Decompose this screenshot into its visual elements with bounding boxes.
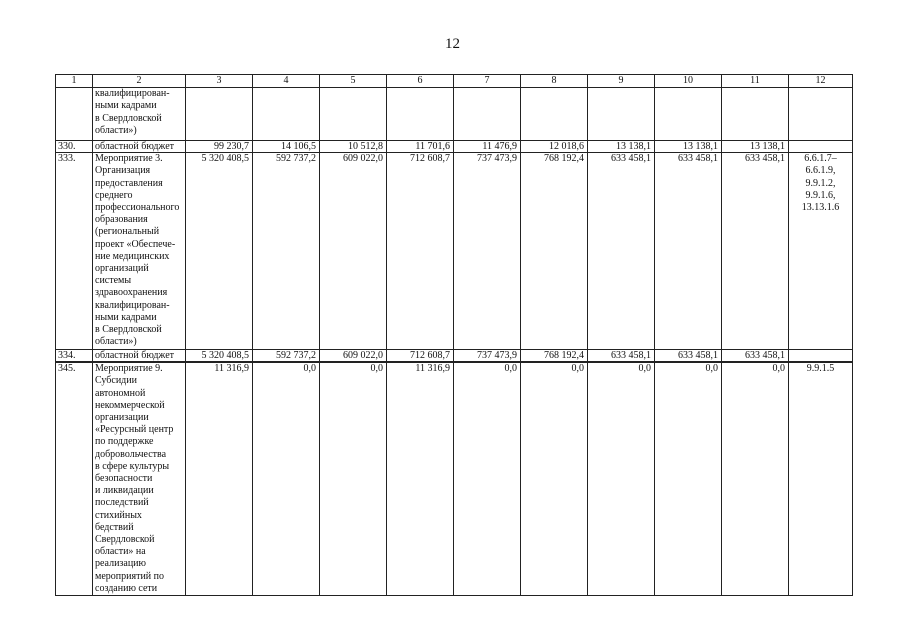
value-cell: 5 320 408,5 <box>186 153 253 350</box>
code-line: 6.6.1.7– <box>804 153 837 165</box>
header-cell: 6 <box>387 75 454 88</box>
description-line: Мероприятие 9. <box>95 363 163 375</box>
description-line: безопасности <box>95 473 153 485</box>
value-cell: 737 473,9 <box>454 153 521 350</box>
target-codes <box>789 153 853 350</box>
value-cell: 633 458,1 <box>722 153 789 350</box>
target-codes <box>789 88 853 141</box>
description-line: Мероприятие 3. <box>95 153 163 165</box>
value-cell: 14 106,5 <box>253 141 320 153</box>
value-cell: 0,0 <box>521 362 588 595</box>
value-cell: 712 608,7 <box>387 153 454 350</box>
header-cell: 2 <box>93 75 186 88</box>
description-line: организации <box>95 412 149 424</box>
code-line: 9.9.1.6, <box>805 189 836 201</box>
value-cell: 13 138,1 <box>588 141 655 153</box>
value-cell: 592 737,2 <box>253 153 320 350</box>
value-cell: 633 458,1 <box>588 350 655 363</box>
description-line: некоммерческой <box>95 399 165 411</box>
description-line: автономной <box>95 387 146 399</box>
value-cell: 712 608,7 <box>387 350 454 363</box>
value-cell: 0,0 <box>655 362 722 595</box>
row-index: 334. <box>56 350 93 363</box>
description-line: области») <box>95 336 137 348</box>
value-cell: 11 476,9 <box>454 141 521 153</box>
description-line: в Свердловской <box>95 324 162 336</box>
value-cell: 5 320 408,5 <box>186 350 253 363</box>
value-cell: 13 138,1 <box>655 141 722 153</box>
header-cell: 4 <box>253 75 320 88</box>
value-cell <box>253 88 320 141</box>
description-line: образования <box>95 214 148 226</box>
table-row <box>56 141 853 153</box>
value-cell <box>655 88 722 141</box>
value-cell: 99 230,7 <box>186 141 253 153</box>
description-line: добровольчества <box>95 448 167 460</box>
description-line: областной бюджет <box>95 141 175 153</box>
description-line: в Свердловской <box>95 112 162 124</box>
value-cell: 737 473,9 <box>454 350 521 363</box>
description-line: областной бюджет <box>95 350 175 362</box>
description-line: профессионального <box>95 202 180 214</box>
value-cell: 0,0 <box>253 362 320 595</box>
value-cell: 0,0 <box>320 362 387 595</box>
row-index: 330. <box>56 141 93 153</box>
description-line: по поддержке <box>95 436 154 448</box>
description-line: организаций <box>95 263 149 275</box>
description-line: (региональный <box>95 226 160 238</box>
description-line: системы <box>95 275 132 287</box>
target-codes <box>789 141 853 153</box>
header-cell: 8 <box>521 75 588 88</box>
description-line: мероприятий по <box>95 570 164 582</box>
budget-table <box>55 74 853 596</box>
value-cell: 633 458,1 <box>655 350 722 363</box>
description-line: предоставления <box>95 177 163 189</box>
header-cell: 11 <box>722 75 789 88</box>
description-line: Свердловской <box>95 534 155 546</box>
column-number-header <box>56 75 853 88</box>
description-line: «Ресурсный центр <box>95 424 174 436</box>
description-line: здравоохранения <box>95 287 168 299</box>
row-description <box>93 88 186 141</box>
value-cell: 11 316,9 <box>186 362 253 595</box>
value-cell: 11 701,6 <box>387 141 454 153</box>
code-line: 9.9.1.5 <box>806 363 835 375</box>
row-description <box>93 362 186 595</box>
header-cell: 3 <box>186 75 253 88</box>
target-codes <box>789 362 853 595</box>
value-cell: 768 192,4 <box>521 153 588 350</box>
header-cell: 7 <box>454 75 521 88</box>
value-cell <box>387 88 454 141</box>
value-cell <box>320 88 387 141</box>
value-cell: 609 022,0 <box>320 153 387 350</box>
row-description <box>93 141 186 153</box>
value-cell: 11 316,9 <box>387 362 454 595</box>
description-line: ние медицинских <box>95 250 170 262</box>
description-line: области») <box>95 124 137 136</box>
description-line: последствий <box>95 497 149 509</box>
value-cell: 633 458,1 <box>655 153 722 350</box>
description-line: ными кадрами <box>95 100 157 112</box>
description-line: Субсидии <box>95 375 137 387</box>
header-cell: 1 <box>56 75 93 88</box>
page-number: 12 <box>445 36 460 52</box>
value-cell: 0,0 <box>454 362 521 595</box>
row-index: 333. <box>56 153 93 350</box>
description-line: созданию сети <box>95 582 158 594</box>
value-cell: 633 458,1 <box>722 350 789 363</box>
value-cell: 0,0 <box>588 362 655 595</box>
header-cell: 10 <box>655 75 722 88</box>
value-cell: 10 512,8 <box>320 141 387 153</box>
description-line: проект «Обеспече- <box>95 238 176 250</box>
table-row <box>56 362 853 595</box>
description-line: Организация <box>95 165 151 177</box>
code-line: 13.13.1.6 <box>801 202 840 214</box>
value-cell <box>722 88 789 141</box>
value-cell <box>454 88 521 141</box>
target-codes <box>789 350 853 363</box>
value-cell: 13 138,1 <box>722 141 789 153</box>
row-index: 345. <box>56 362 93 595</box>
description-line: квалифицирован- <box>95 88 170 100</box>
header-cell: 12 <box>789 75 853 88</box>
description-line: ными кадрами <box>95 311 157 323</box>
description-line: среднего <box>95 189 133 201</box>
description-line: и ликвидации <box>95 485 154 497</box>
value-cell <box>588 88 655 141</box>
header-cell: 5 <box>320 75 387 88</box>
table-row <box>56 153 853 350</box>
description-line: стихийных <box>95 509 142 521</box>
description-line: реализацию <box>95 558 146 570</box>
description-line: бедствий <box>95 521 134 533</box>
table-row <box>56 88 853 141</box>
table-row <box>56 350 853 363</box>
header-cell: 9 <box>588 75 655 88</box>
value-cell: 592 737,2 <box>253 350 320 363</box>
value-cell: 609 022,0 <box>320 350 387 363</box>
value-cell: 12 018,6 <box>521 141 588 153</box>
row-description <box>93 153 186 350</box>
description-line: области» на <box>95 546 146 558</box>
row-index <box>56 88 93 141</box>
value-cell <box>186 88 253 141</box>
description-line: квалифицирован- <box>95 299 170 311</box>
value-cell: 0,0 <box>722 362 789 595</box>
value-cell: 768 192,4 <box>521 350 588 363</box>
row-description <box>93 350 186 363</box>
value-cell: 633 458,1 <box>588 153 655 350</box>
value-cell <box>521 88 588 141</box>
description-line: в сфере культуры <box>95 460 170 472</box>
code-line: 9.9.1.2, <box>805 177 836 189</box>
code-line: 6.6.1.9, <box>805 165 836 177</box>
